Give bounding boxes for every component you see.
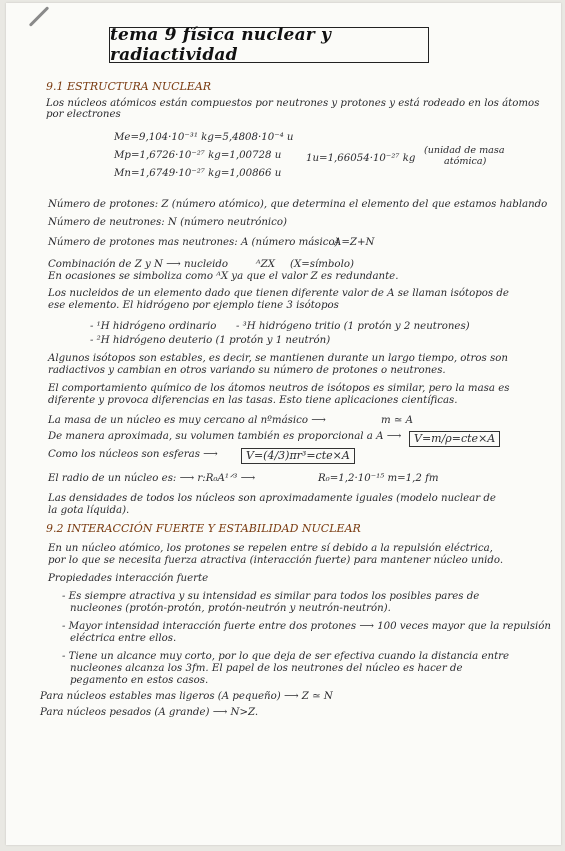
formula-line: Mp=1,6726·10⁻²⁷ kg=1,00728 u <box>114 150 282 161</box>
list-item: - ²H hidrógeno deuterio (1 protón y 1 neutrón) <box>90 335 331 346</box>
formula-note: (X=símbolo) <box>290 259 354 270</box>
formula-note: atómica) <box>444 156 487 167</box>
formula-line: R₀=1,2·10⁻¹⁵ m=1,2 fm <box>318 473 439 484</box>
list-item: eléctrica entre ellos. <box>70 633 177 644</box>
text-line: Los núcleos atómicos están compuestos por neutrones y protones y está rodeado en los átomos <box>46 98 540 109</box>
text-line: diferente y provoca diferencias en las tasas. Esto tiene aplicaciones científicas. <box>48 395 458 406</box>
formula-line: m ≃ A <box>381 415 414 426</box>
text-line: Para núcleos estables mas ligeros (A pequeño) ⟶ Z ≃ N <box>40 691 333 702</box>
text-line: ese elemento. El hidrógeno por ejemplo tiene 3 isótopos <box>48 300 339 311</box>
text-line: Combinación de Z y N ⟶ nucleido <box>48 259 229 270</box>
text-line: por electrones <box>46 109 121 120</box>
text-line: La masa de un núcleo es muy cercano al nºmásico ⟶ <box>48 415 326 426</box>
list-item: - Mayor intensidad interacción fuerte entre dos protones ⟶ 100 veces mayor que la repulsión <box>62 621 551 632</box>
text-line: Número de protones mas neutrones: A (número másico) <box>48 237 339 248</box>
text-line: El radio de un núcleo es: ⟶ r:R₀A¹ᐟ³ ⟶ <box>48 473 256 484</box>
formula-box: V=(4/3)πr³=cte×A <box>241 448 355 464</box>
text-line: Los nucleidos de un elemento dado que tienen diferente valor de A se llaman isótopos de <box>48 288 509 299</box>
text-line: Número de neutrones: N (número neutrónico) <box>48 217 287 228</box>
text-line: la gota líquida). <box>48 505 130 516</box>
formula-box: V=m/ρ=cte×A <box>409 431 500 447</box>
notes-page <box>6 3 561 845</box>
list-item: nucleones alcanza los 3fm. El papel de los neutrones del núcleo es hacer de <box>70 663 463 674</box>
list-item: - ³H hidrógeno tritio (1 protón y 2 neutrones) <box>236 321 470 332</box>
list-item: pegamento en estos casos. <box>70 675 209 686</box>
section-heading-1: 9.1 ESTRUCTURA NUCLEAR <box>46 80 212 93</box>
list-item: nucleones (protón-protón, protón-neutrón y neutrón-neutrón). <box>70 603 391 614</box>
text-line: En ocasiones se simboliza como ᴬX ya que el valor Z es redundante. <box>48 271 399 282</box>
section-heading-2: 9.2 INTERACCIÓN FUERTE Y ESTABILIDAD NUCLEAR <box>46 522 361 535</box>
text-line: por lo que se necesita fuerza atractiva (interacción fuerte) para mantener núcleo unido. <box>48 555 504 566</box>
text-line: Propiedades interacción fuerte <box>48 573 209 584</box>
text-line: Para núcleos pesados (A grande) ⟶ N>Z. <box>40 707 259 718</box>
formula-line: A=Z+N <box>334 237 375 248</box>
formula-line: Mn=1,6749·10⁻²⁷ kg=1,00866 u <box>114 168 282 179</box>
text-line: Como los núcleos son esferas ⟶ <box>48 449 218 460</box>
formula-line: Me=9,104·10⁻³¹ kg=5,4808·10⁻⁴ u <box>114 132 294 143</box>
list-item: - Es siempre atractiva y su intensidad es similar para todos los posibles pares de <box>62 591 480 602</box>
text-line: Algunos isótopos son estables, es decir, se mantienen durante un largo tiempo, otros son <box>48 353 508 364</box>
text-line: El comportamiento químico de los átomos neutros de isótopos es similar, pero la masa es <box>48 383 510 394</box>
list-item: - Tiene un alcance muy corto, por lo que deja de ser efectiva cuando la distancia entre <box>62 651 510 662</box>
list-item: - ¹H hidrógeno ordinario <box>90 321 217 332</box>
text-line: De manera aproximada, su volumen también es proporcional a A ⟶ <box>48 431 402 442</box>
formula-line: 1u=1,66054·10⁻²⁷ kg <box>306 153 416 164</box>
text-line: Las densidades de todos los núcleos son aproximadamente iguales (modelo nuclear de <box>48 493 496 504</box>
text-line: Número de protones: Z (número atómico), que determina el elemento del que estamos hablando <box>48 199 548 210</box>
page-title: tema 9 física nuclear y radiactividad <box>109 27 429 63</box>
text-line: En un núcleo atómico, los protones se repelen entre sí debido a la repulsión eléctrica, <box>48 543 493 554</box>
formula-line: ᴬZX <box>256 259 275 270</box>
formula-note: (unidad de masa <box>424 145 505 156</box>
staple-mark <box>29 6 50 27</box>
text-line: radiactivos y cambian en otros variando su número de protones o neutrones. <box>48 365 446 376</box>
